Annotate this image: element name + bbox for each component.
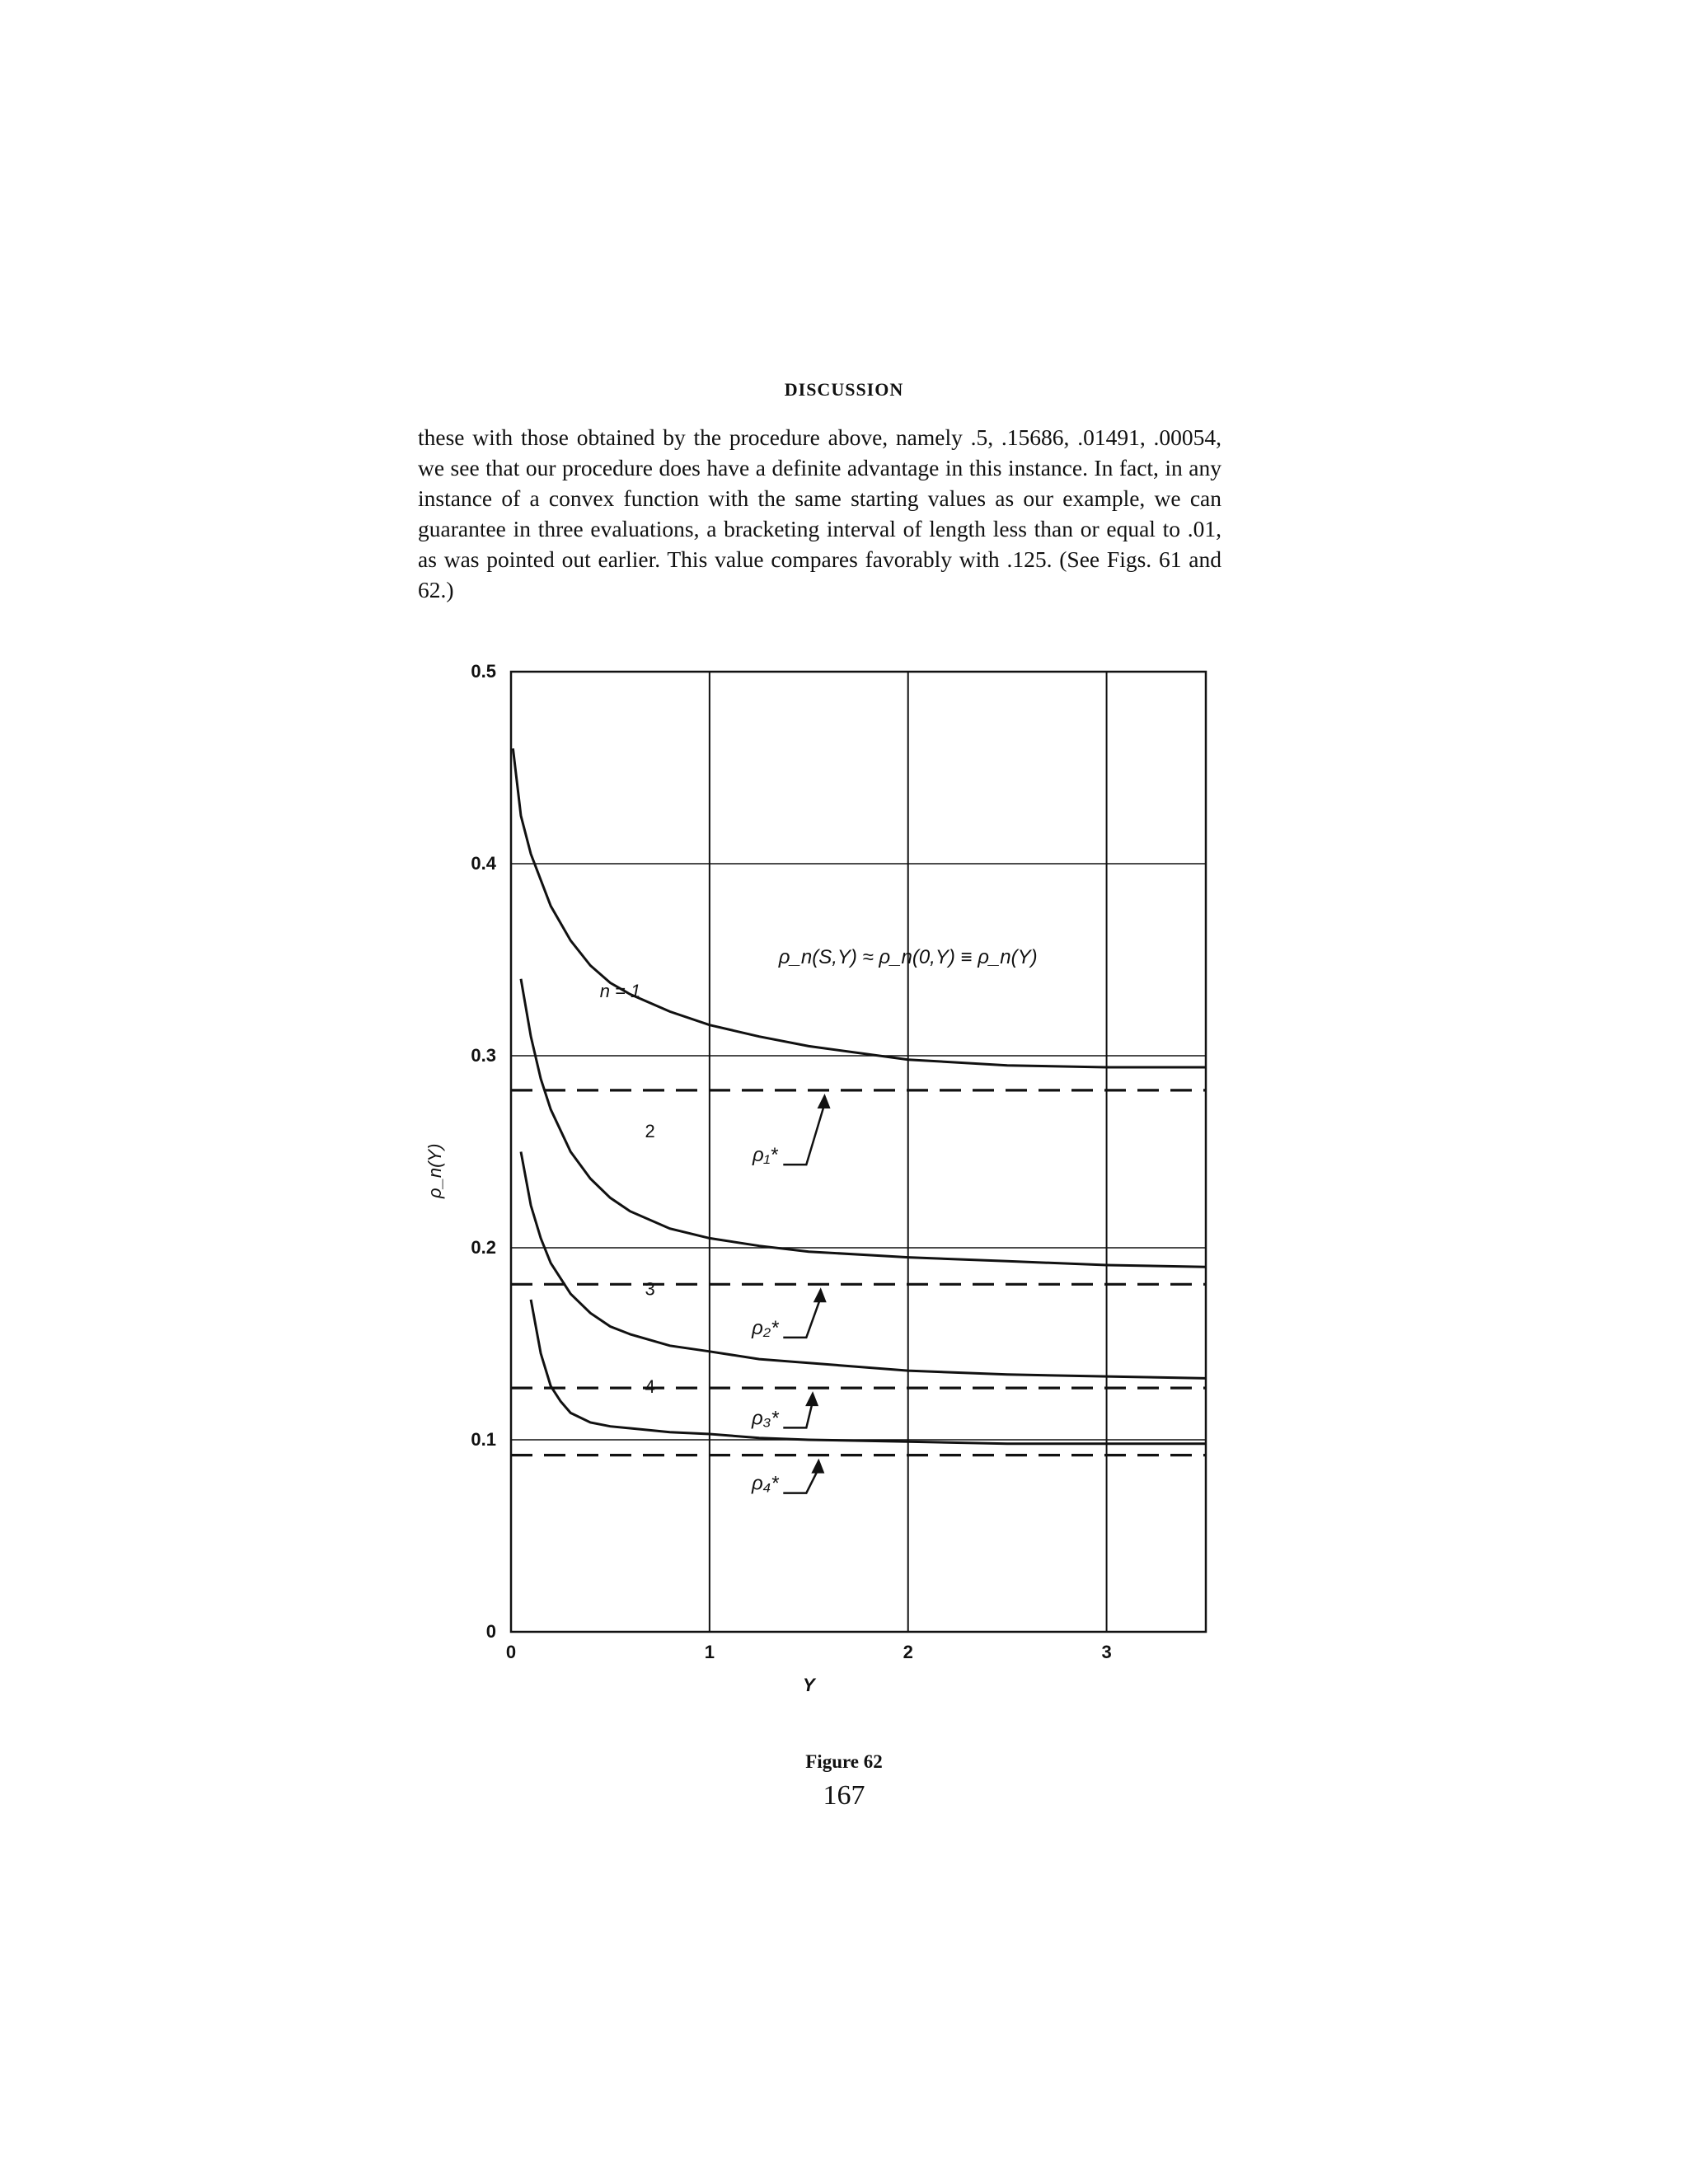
y-tick-label: 0 [485, 1621, 496, 1642]
reference-arrow [783, 1297, 820, 1338]
figure-caption: Figure 62 [805, 1751, 883, 1772]
series-label: 2 [645, 1121, 655, 1142]
arrow-head [818, 1094, 831, 1108]
reference-label: ρ₃* [751, 1407, 779, 1430]
running-head: DISCUSSION [784, 379, 904, 400]
x-tick-label: 0 [505, 1642, 517, 1662]
x-axis-label: Y [802, 1675, 815, 1695]
y-tick-label: 0.4 [471, 853, 496, 874]
figure-62 [387, 651, 1245, 1747]
body-paragraph [418, 422, 1221, 605]
x-tick-label: 2 [903, 1642, 913, 1662]
series-label: n = 1 [599, 981, 641, 1002]
series-label: 3 [645, 1278, 655, 1300]
reference-arrow [783, 1104, 824, 1165]
arrow-head [805, 1391, 818, 1406]
x-tick-label: 1 [704, 1642, 715, 1662]
chart-annotation: ρ_n(S,Y) ≈ ρ_n(0,Y) ≡ ρ_n(Y) [778, 946, 1038, 969]
plot-frame [511, 672, 1206, 1632]
y-tick-label: 0.1 [471, 1429, 496, 1450]
arrow-head [814, 1287, 827, 1302]
series-label: 4 [645, 1376, 655, 1398]
reference-label: ρ₄* [751, 1472, 779, 1495]
y-axis-label: ρ_n(Y) [424, 1143, 445, 1199]
reference-label: ρ₂* [752, 1316, 779, 1339]
y-tick-label: 0.5 [471, 661, 496, 682]
series-line [521, 979, 1206, 1268]
chart-svg [387, 651, 1245, 1747]
series-line [531, 1300, 1206, 1444]
reference-label: ρ₁* [752, 1144, 778, 1167]
page-number: 167 [823, 1780, 865, 1811]
series-line [513, 748, 1206, 1067]
arrow-head [811, 1459, 824, 1474]
y-tick-label: 0.3 [471, 1045, 496, 1066]
paragraph-text: these with those obtained by the procedure above, namely .5, .15686, .01491, .00054, we see that our procedure does have a definite advantage in this instance. In fact, in any instance of a convex function with the same starting values as our example, we can guarantee in three evaluations, a bracketing interval of length less than or equal to .01, as was pointed out earlier. This value compares favorably with .125. (See Figs. 61 and 62.) [418, 424, 1221, 602]
x-tick-label: 3 [1101, 1642, 1112, 1662]
y-tick-label: 0.2 [471, 1237, 496, 1258]
